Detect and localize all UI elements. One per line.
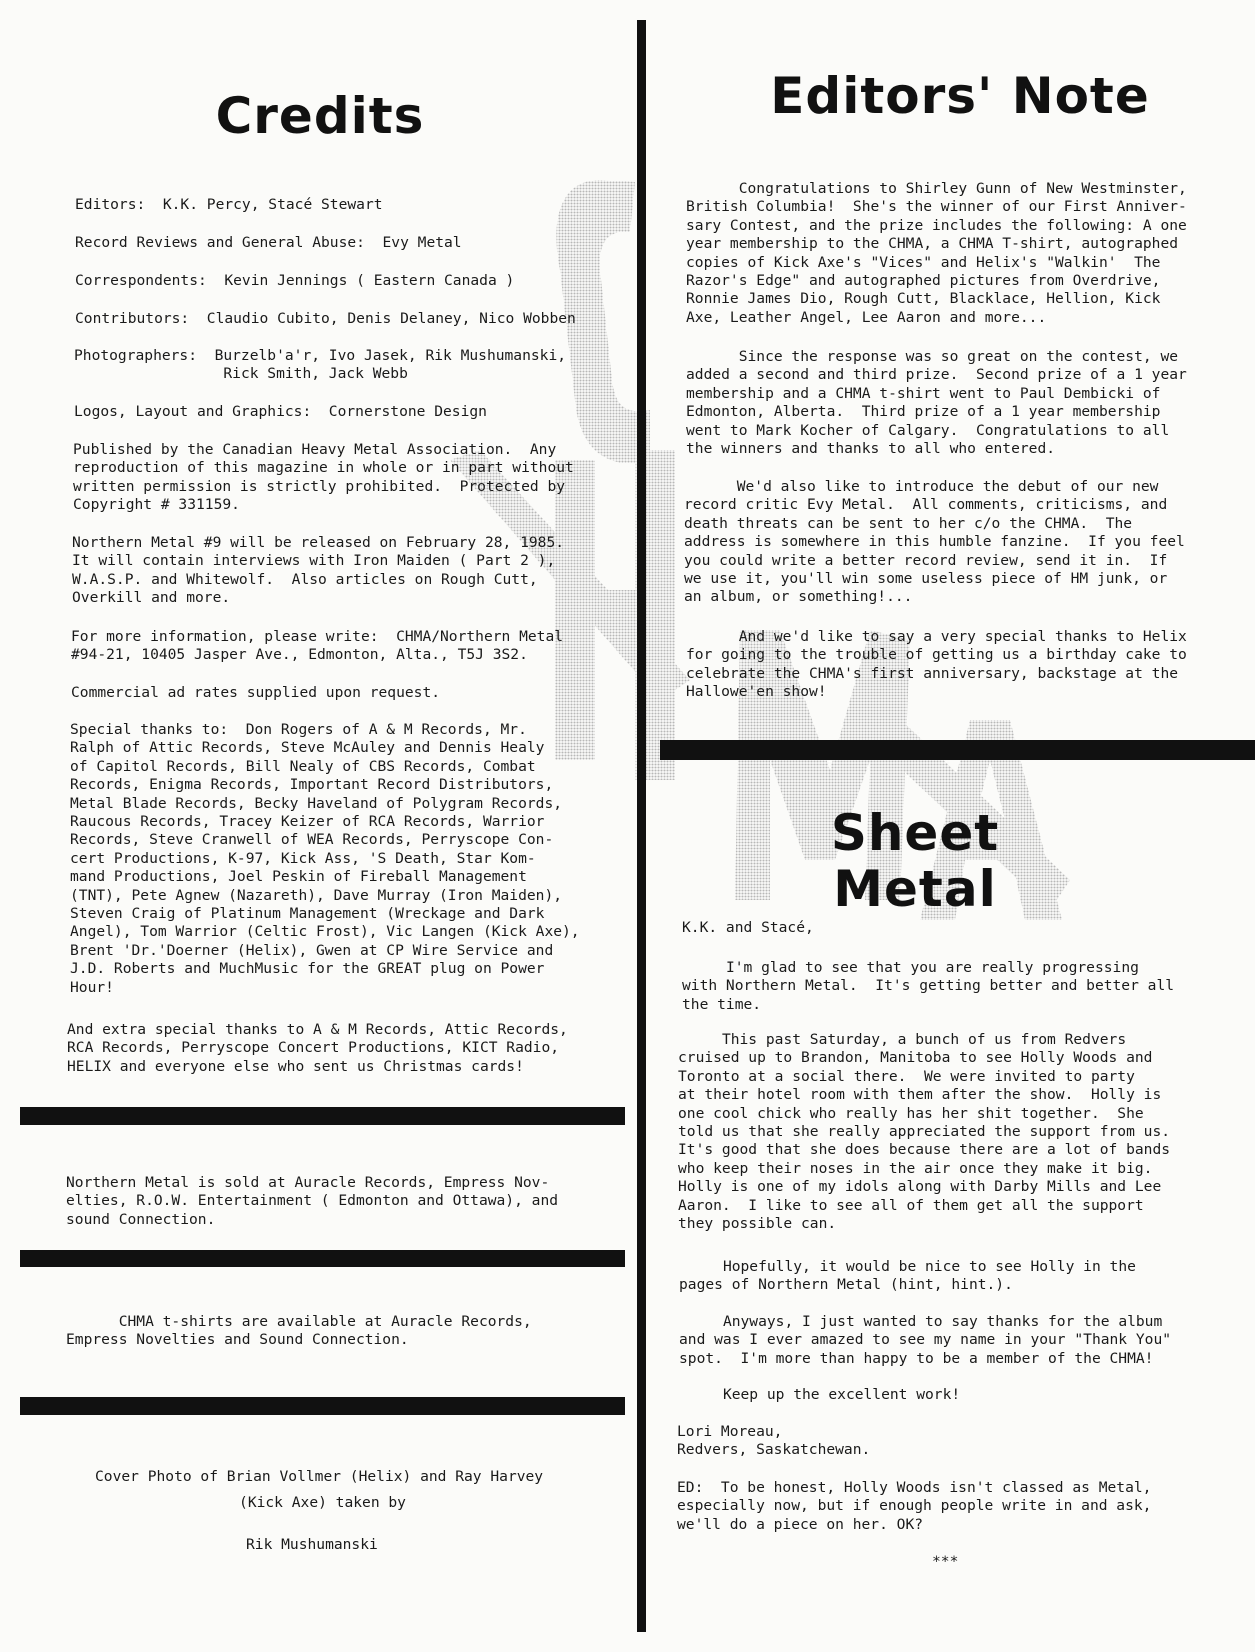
editors-note-title: Editors' Note: [770, 67, 1150, 125]
right-rule: [660, 740, 1255, 760]
sheet-metal-title: Sheet Metal: [830, 804, 1000, 918]
letter-para-hopefully: Hopefully, it would be nice to see Holly in the pages of Northern Metal (hint, hint.).: [679, 1258, 1136, 1294]
letter-signature: Lori Moreau, Redvers, Saskatchewan.: [677, 1423, 871, 1459]
credits-title: Credits: [215, 87, 425, 145]
editor-reply: ED: To be honest, Holly Woods isn't classed as Metal, especially now, but if enough people write in and ask, we'll do a piece on her. OK?: [677, 1479, 1152, 1533]
left-rule-1: [20, 1107, 625, 1125]
credits-next-issue: Northern Metal #9 will be released on February 28, 1985. It will contain interviews with Iron Maiden ( Part 2 ), W.A.S.P. and Whitewolf. Also articles on Rough Cutt, Overkill and more.: [72, 534, 565, 607]
editors-note-contest: Congratulations to Shirley Gunn of New Westminster, British Columbia! She's the winner of our First Anniver- sary Contest, and the prize includes the following: A one year membership to the CHMA, a CHMA T-shirt, autographed copies of Kick Axe's "Vices" and Helix's "Walkin' The Razor's Edge" and autographed pictures from Overdrive, Ronnie James Dio, Rough Cutt, Blacklace, Hellion, Kick Axe, Leather Angel, Lee Aaron and more...: [686, 180, 1187, 326]
cover-photo-credit-line1: Cover Photo of Brian Vollmer (Helix) and Ray Harvey: [95, 1468, 544, 1485]
letter-para-keep-up: Keep up the excellent work!: [679, 1386, 961, 1403]
credits-ad-rates: Commercial ad rates supplied upon request.: [71, 684, 441, 701]
cover-photo-credit-line3: Rik Mushumanski: [246, 1536, 378, 1553]
sold-at-notice: Northern Metal is sold at Auracle Records, Empress Nov- elties, R.O.W. Entertainment ( Edmonton and Ottawa), and sound Connection.: [66, 1174, 559, 1228]
editors-note-prizes: Since the response was so great on the contest, we added a second and third prize. Second prize of a 1 year membership and a CHMA t-shirt went to Paul Dembicki of Edmonton, Alberta. Third prize of a 1 year membership went to Mark Kocher of Calgary. Congratulations to all the winners and thanks to all who entered.: [686, 348, 1187, 458]
credits-extra-thanks: And extra special thanks to A & M Records, Attic Records, RCA Records, Perryscope Concert Productions, KICT Radio, HELIX and everyone else who sent us Christmas cards!: [67, 1021, 568, 1075]
letter-salutation: K.K. and Stacé,: [682, 919, 814, 936]
credits-photographers: Photographers: Burzelb'a'r, Ivo Jasek, Rik Mushumanski, Rick Smith, Jack Webb: [74, 347, 567, 383]
credits-record-reviews: Record Reviews and General Abuse: Evy Metal: [75, 234, 462, 251]
credits-published-notice: Published by the Canadian Heavy Metal Association. Any reproduction of this magazine in whole or in part without written permission is strictly prohibited. Protected by Copyright # 331159.: [73, 441, 574, 514]
credits-editors: Editors: K.K. Percy, Stacé Stewart: [75, 196, 383, 213]
editors-note-helix-thanks: And we'd like to say a very special thanks to Helix for going to the trouble of getting us a birthday cake to celebrate the CHMA's first anniversary, backstage at the Hallowe'en show!: [686, 628, 1187, 701]
credits-correspondents: Correspondents: Kevin Jennings ( Eastern Canada ): [75, 272, 515, 289]
left-rule-2: [20, 1250, 625, 1267]
letter-para-thanks: Anyways, I just wanted to say thanks for the album and was I ever amazed to see my name in your "Thank You" spot. I'm more than happy to be a member of the CHMA!: [679, 1313, 1172, 1367]
vertical-divider: [637, 20, 646, 1632]
section-end-asterisks: ***: [932, 1553, 959, 1570]
letter-para-holly-woods: This past Saturday, a bunch of us from Redvers cruised up to Brandon, Manitoba to see Holly Woods and Toronto at a social there. We were invited to party at their hotel room with them after the show. Holly is one cool chick who really has her shit together. She told us that she really appreciated the support from us. It's good that she does because there are a lot of bands who keep their noses in the air once they make it big. Holly is one of my idols along with Darby Mills and Lee Aaron. I like to see all of them get all the support they possible can.: [678, 1031, 1171, 1233]
cover-photo-credit-line2: (Kick Axe) taken by: [239, 1494, 406, 1511]
credits-address: For more information, please write: CHMA/Northern Metal #94-21, 10405 Jasper Ave., Edmonton, Alta., T5J 3S2.: [71, 628, 564, 664]
credits-special-thanks: Special thanks to: Don Rogers of A & M Records, Mr. Ralph of Attic Records, Steve McAuley and Dennis Healy of Capitol Records, Bill Nealy of CBS Records, Combat Records, Enigma Records, Important Record Distributors, Metal Blade Records, Becky Haveland of Polygram Records, Raucous Records, Tracey Keizer of RCA Records, Warrior Records, Steve Cranwell of WEA Records, Perryscope Con- cert Productions, K-97, Kick Ass, 'S Death, Star Kom- mand Productions, Joel Peskin of Fireball Management (TNT), Pete Agnew (Nazareth), Dave Murray (Iron Maiden), Steven Craig of Platinum Management (Wreckage and Dark Angel), Tom Warrior (Celtic Frost), Vic Langen (Kick Axe), Brent 'Dr.'Doerner (Helix), Gwen at CP Wire Service and J.D. Roberts and MuchMusic for the GREAT plug on Power Hour!: [70, 721, 580, 996]
editors-note-evy-metal: We'd also like to introduce the debut of our new record critic Evy Metal. All comments, criticisms, and death threats can be sent to her c/o the CHMA. The address is somewhere in this humble fanzine. If you feel you could write a better record review, send it in. If we use it, you'll win some useless piece of HM junk, or an album, or something!...: [684, 478, 1185, 606]
credits-contributors: Contributors: Claudio Cubito, Denis Delaney, Nico Wobben: [75, 310, 576, 327]
tshirts-notice: CHMA t-shirts are available at Auracle Records, Empress Novelties and Sound Connection.: [66, 1313, 532, 1349]
credits-logos-layout: Logos, Layout and Graphics: Cornerstone Design: [74, 403, 487, 420]
left-rule-3: [20, 1397, 625, 1415]
letter-para-progress: I'm glad to see that you are really progressing with Northern Metal. It's getting better and better all the time.: [682, 959, 1175, 1013]
